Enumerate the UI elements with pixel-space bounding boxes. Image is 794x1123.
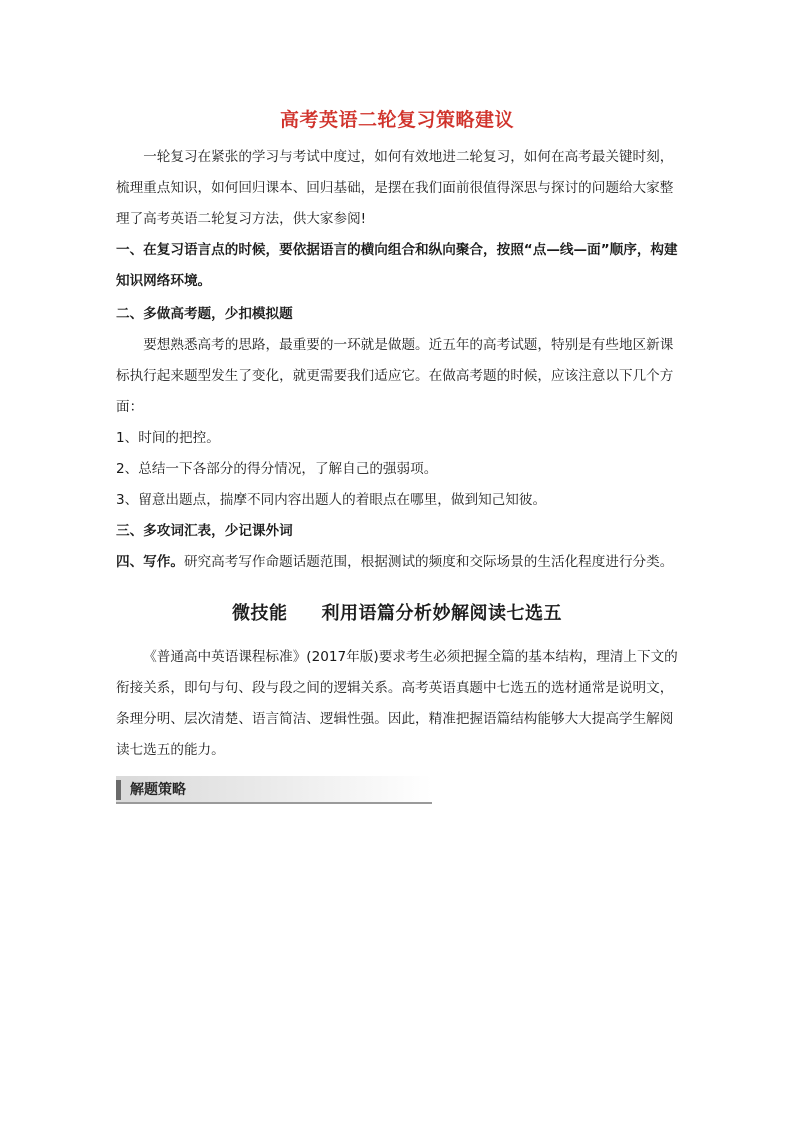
section-body: 《普通高中英语课程标准》(2017年版)要求考生必须把握全篇的基本结构，理清上下文的衔接关系，即句与句、段与段之间的逻辑关系。高考英语真题中七选五的选材通常是说明文，条理分明、层次清楚、语言简洁、逻辑性强。因此，精准把握语篇结构能够大大提高学生解阅读七选五的能力。 — [116, 649, 678, 758]
list-item: 3、留意出题点，揣摩不同内容出题人的着眼点在哪里，做到知己知彼。 — [116, 492, 547, 508]
point-2-heading: 二、多做高考题，少扣模拟题 — [116, 306, 293, 322]
point-4-lead: 四、写作。 — [116, 554, 184, 570]
document-page — [116, 100, 678, 804]
list-item: 1、时间的把控。 — [116, 430, 220, 446]
point-3-heading: 三、多攻词汇表，少记课外词 — [116, 523, 293, 539]
strategy-bar-marker — [116, 780, 121, 800]
strategy-header — [116, 776, 432, 804]
strategy-label: 解题策略 — [130, 782, 186, 798]
section-title-left: 微技能 — [232, 603, 288, 624]
list-item: 2、总结一下各部分的得分情况，了解自己的强弱项。 — [116, 461, 438, 477]
point-4 — [116, 547, 678, 578]
section-title — [116, 602, 678, 626]
point-4-body: 研究高考写作命题话题范围，根据测试的频度和交际场景的生活化程度进行分类。 — [183, 554, 674, 570]
section-title-right: 利用语篇分析妙解阅读七选五 — [321, 603, 562, 624]
point-2-body: 要想熟悉高考的思路，最重要的一环就是做题。近五年的高考试题，特别是有些地区新课标执行起来题型发生了变化，就更需要我们适应它。在做高考题的时候，应该注意以下几个方面： — [116, 337, 674, 415]
intro-paragraph: 一轮复习在紧张的学习与考试中度过，如何有效地进二轮复习，如何在高考最关键时刻，梳理重点知识，如何回归课本、回归基础，是摆在我们面前很值得深思与探讨的问题给大家整理了高考英语二轮复习方法，供大家参阅! — [116, 149, 674, 227]
point-1: 一、在复习语言点的时候，要依据语言的横向组合和纵向聚合，按照“点—线—面”顺序，构建知识网络环境。 — [116, 242, 678, 289]
document-title: 高考英语二轮复习策略建议 — [279, 109, 514, 131]
